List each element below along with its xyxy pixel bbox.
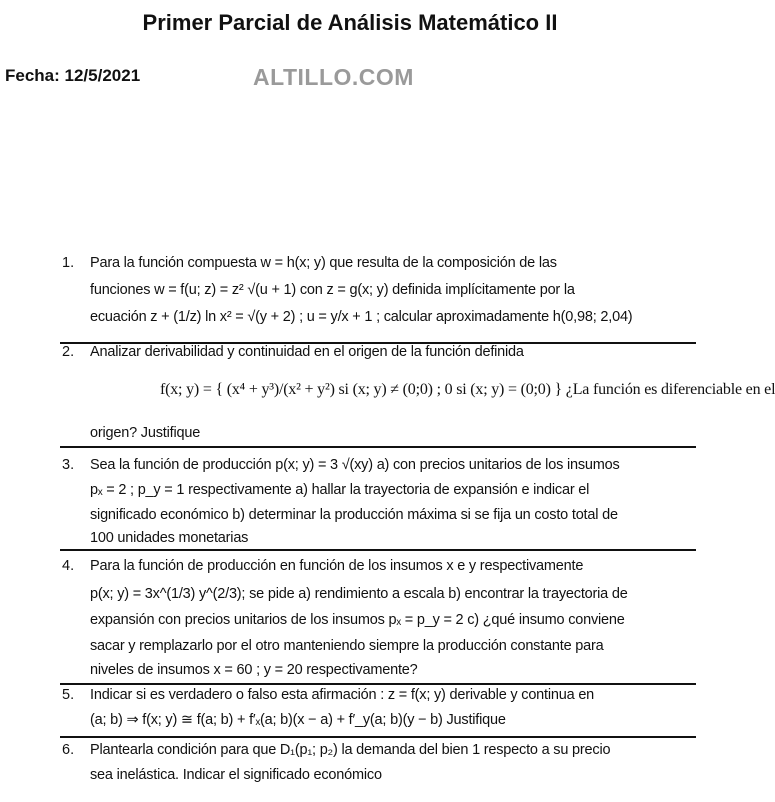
- question-line: 100 unidades monetarias: [90, 530, 249, 546]
- question-line: p(x; y) = 3x^(1/3) y^(2/3); se pide a) rendimiento a escala b) encontrar la trayectoria de: [90, 586, 628, 602]
- question-line: Sea la función de producción p(x; y) = 3 √(xy) a) con precios unitarios de los insumos: [90, 457, 620, 473]
- question-line: funciones w = f(u; z) = z² √(u + 1) con z = g(x; y) definida implícitamente por la: [90, 282, 575, 298]
- question-line: expansión con precios unitarios de los insumos pₓ = p_y = 2 c) ¿qué insumo conviene: [90, 612, 625, 628]
- question-line: Para la función compuesta w = h(x; y) que resulta de la composición de las: [90, 255, 557, 271]
- question-line: niveles de insumos x = 60 ; y = 20 respectivamente?: [90, 662, 418, 678]
- question-line: (a; b) ⇒ f(x; y) ≅ f(a; b) + f′ₓ(a; b)(x − a) + f′_y(a; b)(y − b) Justifique: [90, 712, 506, 728]
- question-number: 2.: [62, 344, 75, 360]
- question-line: Para la función de producción en función de los insumos x e y respectivamente: [90, 558, 584, 574]
- piecewise-formula: f(x; y) = { (x⁴ + y³)/(x² + y²) si (x; y) ≠ (0;0) ; 0 si (x; y) = (0;0) } ¿La función es diferenciable en el: [160, 381, 775, 398]
- question-line: pₓ = 2 ; p_y = 1 respectivamente a) hallar la trayectoria de expansión e indicar el: [90, 482, 590, 498]
- question-number: 1.: [62, 255, 75, 271]
- exam-date: Fecha: 12/5/2021: [5, 66, 141, 85]
- question-line: Plantearla condición para que D₁(p₁; p₂) la demanda del bien 1 respecto a su precio: [90, 742, 611, 758]
- question-number: 3.: [62, 457, 75, 473]
- divider: [60, 549, 696, 551]
- question-number: 5.: [62, 687, 75, 703]
- watermark-logo: ALTILLO.COM: [253, 64, 414, 90]
- question-line: origen? Justifique: [90, 425, 201, 441]
- question-line: significado económico b) determinar la producción máxima si se fija un costo total de: [90, 507, 618, 523]
- divider: [60, 683, 696, 685]
- question-line: sea inelástica. Indicar el significado económico: [90, 767, 382, 783]
- question-line: Analizar derivabilidad y continuidad en el origen de la función definida: [90, 344, 524, 360]
- question-line: sacar y remplazarlo por el otro manteniendo siempre la producción constante para: [90, 638, 604, 654]
- divider: [60, 736, 696, 738]
- question-number: 4.: [62, 558, 75, 574]
- question-line: Indicar si es verdadero o falso esta afirmación : z = f(x; y) derivable y continua en: [90, 687, 595, 703]
- page-title: Primer Parcial de Análisis Matemático II: [142, 10, 558, 35]
- question-number: 6.: [62, 742, 75, 758]
- divider: [60, 446, 696, 448]
- question-line: ecuación z + (1/z) ln x² = √(y + 2) ; u = y/x + 1 ; calcular aproximadamente h(0,98; 2,04): [90, 309, 633, 325]
